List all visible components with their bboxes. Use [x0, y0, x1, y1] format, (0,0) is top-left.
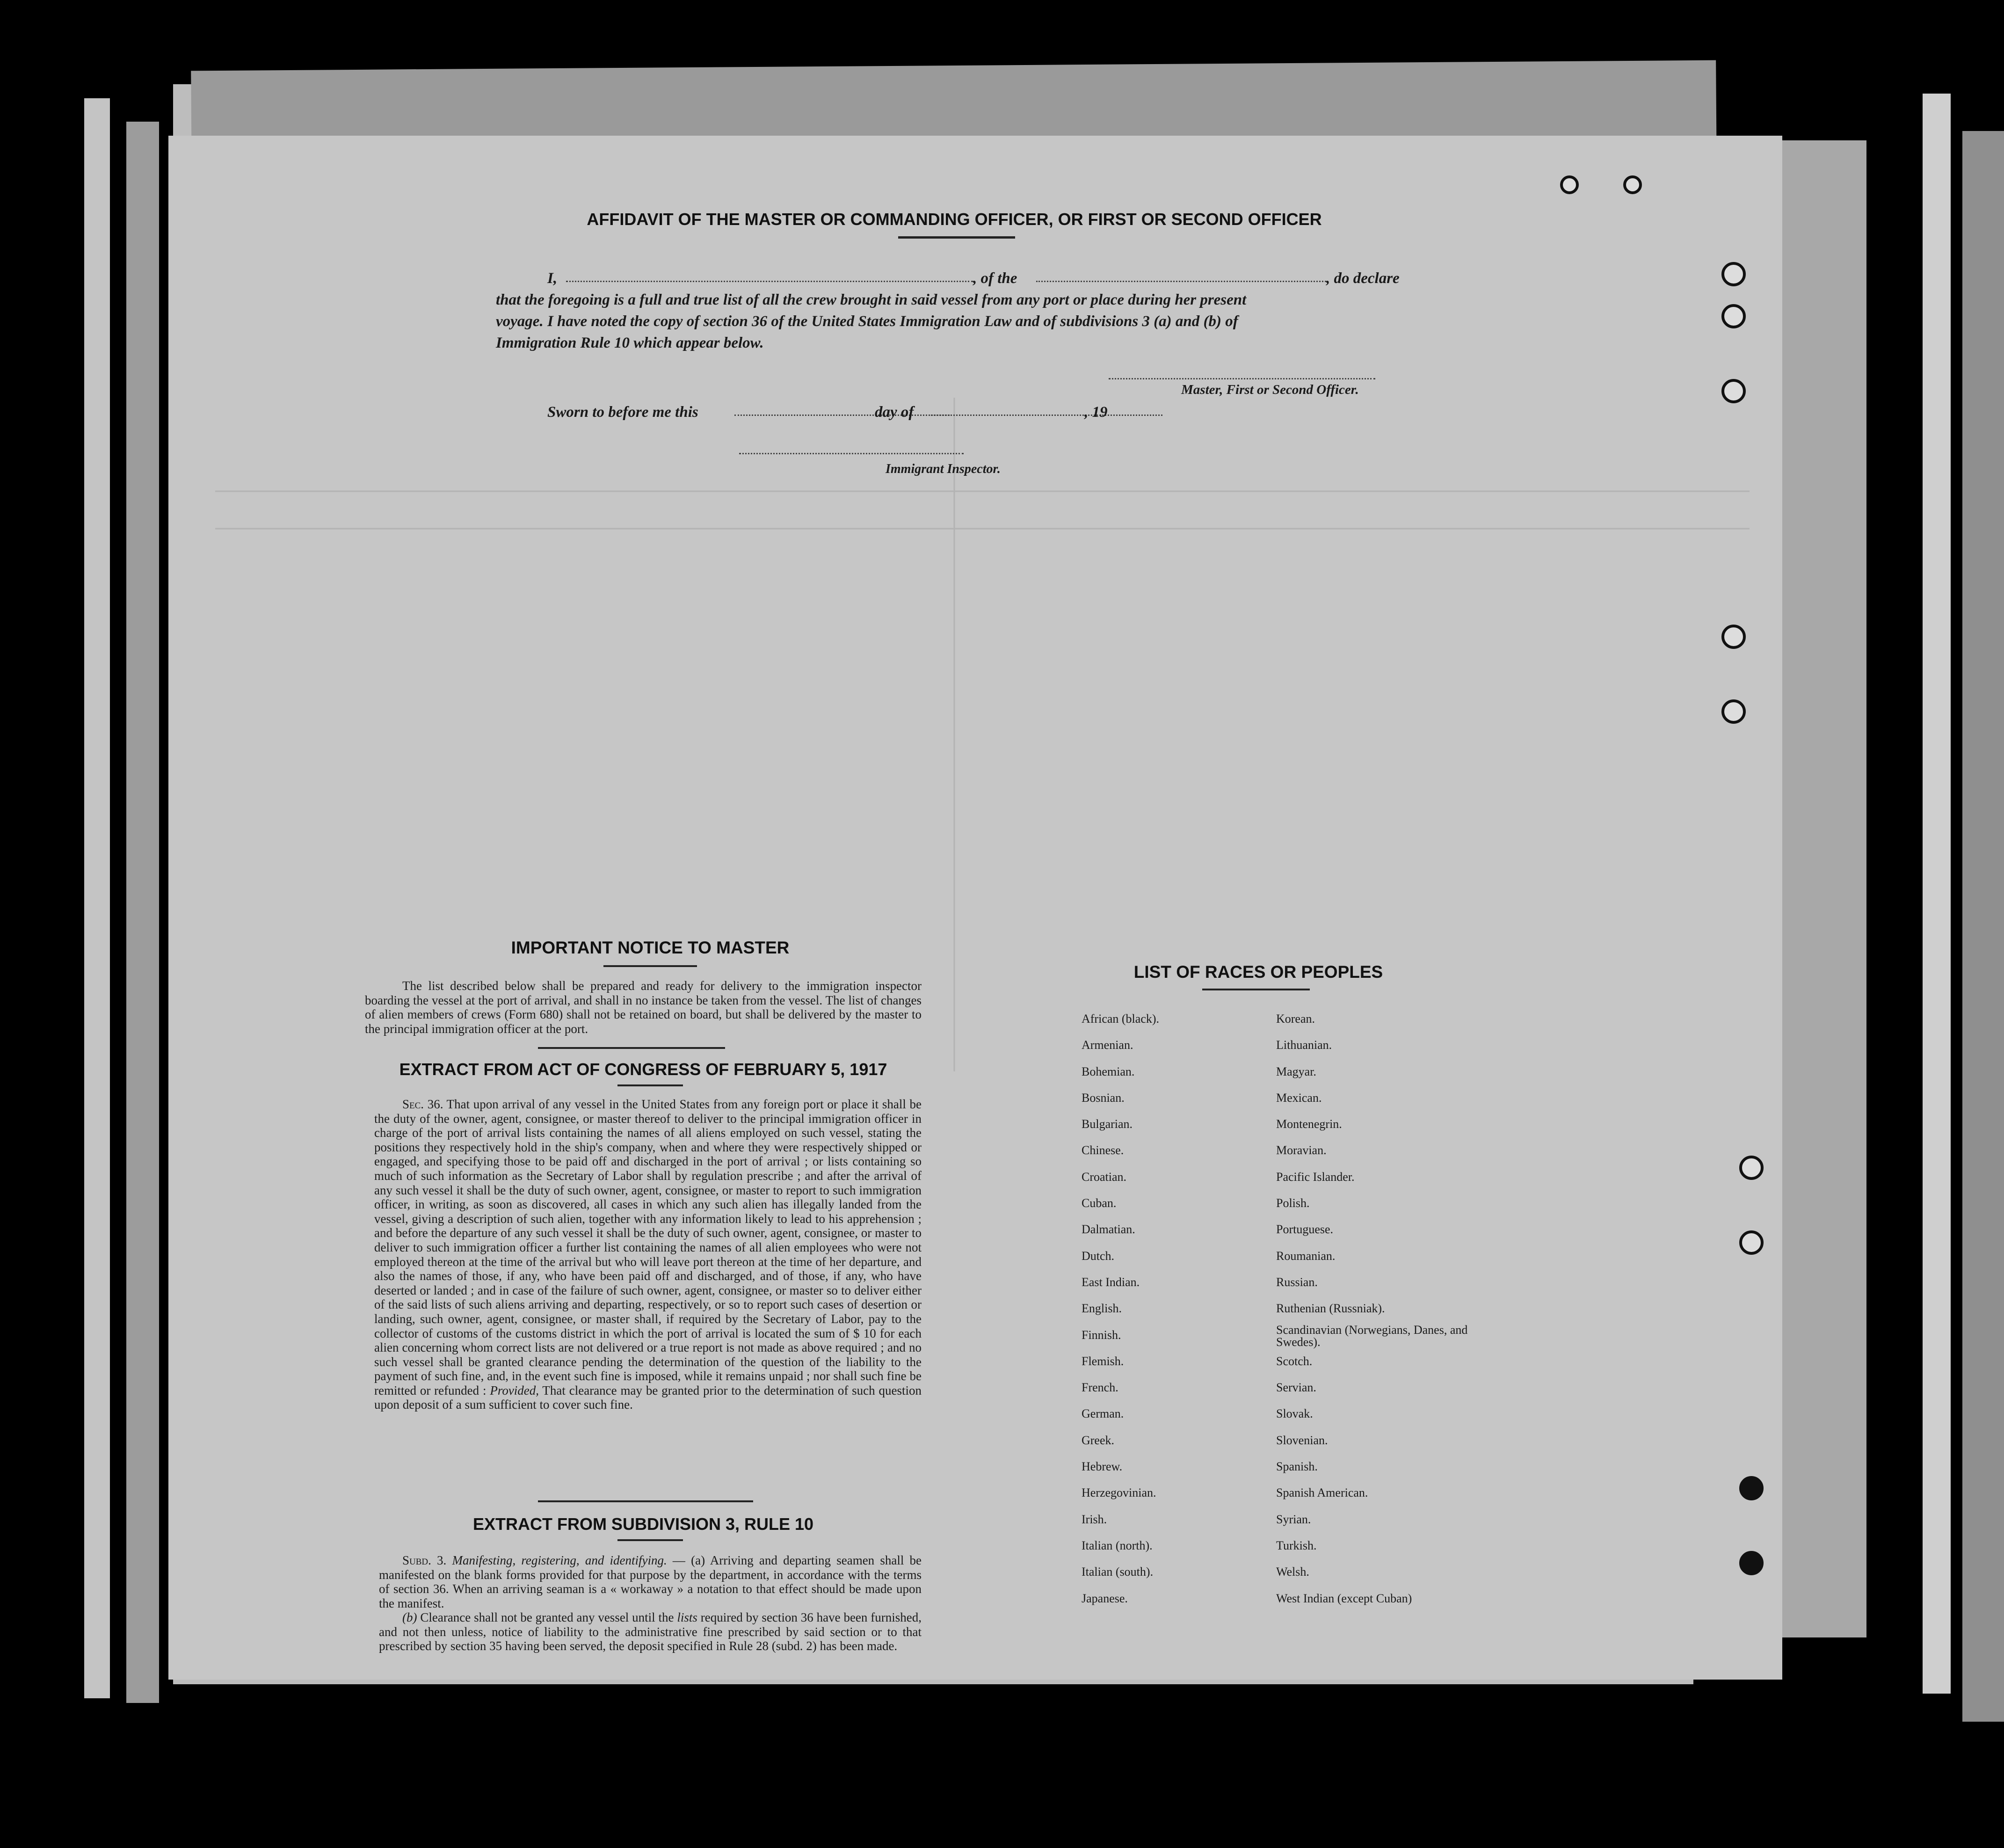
race-item: Cuban.: [1082, 1196, 1117, 1210]
race-item: English.: [1082, 1302, 1122, 1316]
vessel-name-blank[interactable]: [1036, 281, 1326, 282]
binder-hole: [1560, 175, 1579, 194]
race-item: Mexican.: [1276, 1091, 1322, 1105]
act-rule: [538, 1500, 753, 1502]
race-item: Slovenian.: [1276, 1433, 1328, 1447]
affidavit-line-3: voyage. I have noted the copy of section 36 of the United States Immigration Law and of subdivisions 3 (a) and (b) of: [496, 313, 1238, 330]
affidavit-declare: , do declare: [1326, 270, 1400, 287]
binder-hole: [1623, 175, 1642, 194]
bleed-through-rules: [168, 136, 1782, 1680]
race-item: Finnish.: [1082, 1328, 1121, 1342]
binder-hole: [1721, 379, 1746, 403]
binder-strip-right-outer: [1962, 131, 2004, 1722]
race-item: Portuguese.: [1276, 1222, 1334, 1237]
act-title: EXTRACT FROM ACT OF CONGRESS OF FEBRUARY 5, 1917: [399, 1060, 887, 1079]
affidavit-i: I,: [547, 270, 558, 287]
act-title-rule: [617, 1084, 683, 1086]
binder-hole: [1739, 1476, 1764, 1500]
race-item: Turkish.: [1276, 1538, 1317, 1552]
rule-para-b-marker: (b): [402, 1610, 417, 1624]
race-item: Irish.: [1082, 1512, 1107, 1526]
rule-title-rule: [617, 1539, 683, 1541]
race-item: West Indian (except Cuban): [1276, 1591, 1412, 1605]
affidavit-declaration-line: [496, 268, 1408, 289]
race-item: Dalmatian.: [1082, 1222, 1135, 1237]
rule-para-b-text-1: Clearance shall not be granted any vessel until the: [420, 1610, 674, 1624]
race-item: Roumanian.: [1276, 1249, 1336, 1263]
races-left-column: [1082, 1006, 1278, 1612]
race-item: Armenian.: [1082, 1038, 1133, 1052]
rule-para-a-marker: — (a): [672, 1553, 705, 1567]
race-item: East Indian.: [1082, 1275, 1140, 1289]
affidavit-title-rule: [898, 236, 1015, 239]
race-item: Japanese.: [1082, 1591, 1128, 1605]
inspector-label: Immigrant Inspector.: [886, 462, 1001, 476]
race-item: Korean.: [1276, 1012, 1315, 1026]
race-item: Magyar.: [1276, 1064, 1316, 1078]
race-item: Herzegovinian.: [1082, 1486, 1156, 1500]
race-item: Ruthenian (Russniak).: [1276, 1302, 1385, 1316]
binder-strip-left-inner: [126, 122, 159, 1703]
race-item: Italian (south).: [1082, 1565, 1154, 1579]
master-signature-label: Master, First or Second Officer.: [1181, 382, 1359, 397]
notice-title: IMPORTANT NOTICE TO MASTER: [511, 938, 790, 957]
rule-para-a-text: Arriving and departing seamen shall be manifested on the blank forms provided for that purpose by the department, in accordance with the terms of section 36. When an arriving seaman is a « workaway » a notation to that effect should be made upon the manifest.: [379, 1553, 922, 1610]
act-proviso-label: Provided,: [490, 1383, 539, 1397]
rule-para-a: [379, 1553, 922, 1610]
race-item: Polish.: [1276, 1196, 1310, 1210]
race-item: French.: [1082, 1381, 1118, 1395]
name-blank[interactable]: [566, 281, 973, 282]
race-item: Spanish American.: [1276, 1486, 1368, 1500]
rule-subd-title: Manifesting, registering, and identifying.: [452, 1553, 667, 1567]
sworn-month-blank[interactable]: [929, 415, 1162, 416]
race-item: Bulgarian.: [1082, 1117, 1133, 1131]
binder-hole: [1739, 1230, 1764, 1255]
sworn-day: day of: [875, 404, 914, 421]
race-item: Russian.: [1276, 1275, 1318, 1289]
race-item: Pacific Islander.: [1276, 1170, 1355, 1184]
binder-strip-left: [84, 98, 110, 1698]
races-title: LIST OF RACES OR PEOPLES: [1133, 962, 1383, 982]
affidavit-line-2: that the foregoing is a full and true list of all the crew brought in said vessel from any port or place during her present: [496, 291, 1247, 308]
race-item: Lithuanian.: [1276, 1038, 1332, 1052]
race-item: Slovak.: [1276, 1407, 1313, 1421]
sworn-prefix: Sworn to before me this: [547, 404, 698, 421]
binder-hole: [1739, 1156, 1764, 1180]
race-item: Italian (north).: [1082, 1538, 1153, 1552]
race-item: Scotch.: [1276, 1354, 1313, 1368]
race-item: Spanish.: [1276, 1460, 1318, 1474]
rule-para-b-lists: lists: [677, 1610, 697, 1624]
race-item: Flemish.: [1082, 1354, 1124, 1368]
race-item: African (black).: [1082, 1012, 1160, 1026]
affidavit-title: AFFIDAVIT OF THE MASTER OR COMMANDING OFFICER, OR FIRST OR SECOND OFFICER: [587, 210, 1322, 229]
sworn-date-blank[interactable]: [734, 415, 950, 416]
affidavit-of-the: , of the: [973, 270, 1017, 287]
binder-strip-right: [1923, 94, 1951, 1694]
race-item: Moravian.: [1276, 1143, 1327, 1157]
notice-body: The list described below shall be prepared and ready for delivery to the immigration inspector boarding the vessel at the port of arrival, and shall in no instance be taken from the vessel. The list of changes of alien members of crews (Form 680) shall not be retained on board, but shall be delivered by the master to the principal immigration officer at the port.: [365, 979, 922, 1036]
race-item: Chinese.: [1082, 1143, 1124, 1157]
act-proviso-text: That clearance may be granted prior to the determination of such question upon deposit of a sum sufficient to cover such fine.: [374, 1383, 922, 1412]
binder-hole: [1721, 304, 1746, 328]
races-title-rule: [1202, 989, 1310, 990]
race-item: Servian.: [1276, 1381, 1316, 1395]
inspector-signature-blank[interactable]: [739, 453, 964, 454]
race-item: Dutch.: [1082, 1249, 1115, 1263]
act-body: [374, 1097, 922, 1412]
binder-hole: [1739, 1551, 1764, 1575]
rule-para-b-text-2: required by section 36 have been furnished, and not then unless, notice of liability to the administrative fine prescribed by said section or to that prescribed by section 35 having been served, the deposit specified in Rule 28 (subd. 2) has been made.: [379, 1610, 922, 1653]
sworn-line: [547, 401, 1202, 423]
binder-hole: [1721, 262, 1746, 286]
race-item: Scandinavian (Norwegians, Danes, and Swedes).: [1276, 1323, 1468, 1349]
notice-rule: [538, 1047, 725, 1049]
affidavit-line-4: Immigration Rule 10 which appear below.: [496, 335, 764, 351]
race-item: Greek.: [1082, 1433, 1115, 1447]
race-item: Syrian.: [1276, 1512, 1311, 1526]
race-item: Hebrew.: [1082, 1460, 1123, 1474]
notice-title-rule: [603, 965, 697, 967]
binder-hole: [1721, 699, 1746, 724]
races-right-column: [1276, 1006, 1487, 1612]
race-item: Montenegrin.: [1276, 1117, 1342, 1131]
binder-hole: [1721, 625, 1746, 649]
race-item: Croatian.: [1082, 1170, 1127, 1184]
act-text: That upon arrival of any vessel in the United States from any foreign port or place it shall be the duty of the owner, agent, consignee, or master thereof to deliver to the principal immigration officer in charge of the port of arrival lists containing the names of all aliens employed on such vessel, stating the positions they respectively hold in the ship's company, when and where they were respectively shipped or engaged, and specifying those to be paid off and discharged in the port of arrival ; or lists containing so much of such information as the Secretary of Labor shall by regulation prescribe ; and after the arrival of any such vessel it shall be the duty of such owner, agent, consignee, or master to report to such immigration officer, in writing, as soon as discovered, all cases in which any such alien has illegally landed from the vessel, giving a description of such alien, together with any information likely to lead to his apprehension ; and before the departure of any such vessel it shall be the duty of such owner, agent, consignee, or master to deliver to such immigration officer a further list containing the names of all alien employees who were not employed thereon at the time of the arrival but who will leave port thereon at the time of her departure, and also the names of those, if any, who have been paid off and discharged, and of those, if any, who have deserted or landed ; and in case of the failure of such owner, agent, consignee, or master so to deliver either of the said lists of such aliens arriving and departing, respectively, or so to report such cases of desertion or landing, such owner, agent, consignee, or master shall, if required by the Secretary of Labor, pay to the collector of customs of the customs district in which the port of arrival is located the sum of $ 10 for each alien concerning whom correct lists are not delivered or a true report is not made as above required ; and no such vessel shall be granted clearance pending the determination of the question of the liability to the payment of such fine, and, in the event such fine is imposed, while it remains unpaid ; nor shall such fine be remitted or refunded :: [374, 1097, 922, 1397]
race-item: Bohemian.: [1082, 1064, 1135, 1078]
rule-subd-label: Subd. 3.: [402, 1553, 447, 1567]
race-item: Bosnian.: [1082, 1091, 1125, 1105]
race-item: German.: [1082, 1407, 1124, 1421]
sworn-year: , 19: [1084, 404, 1108, 421]
race-item: Welsh.: [1276, 1565, 1309, 1579]
act-section-label: Sec. 36.: [402, 1097, 443, 1111]
rule-title: EXTRACT FROM SUBDIVISION 3, RULE 10: [472, 1514, 814, 1534]
rule-para-b: [379, 1610, 922, 1653]
